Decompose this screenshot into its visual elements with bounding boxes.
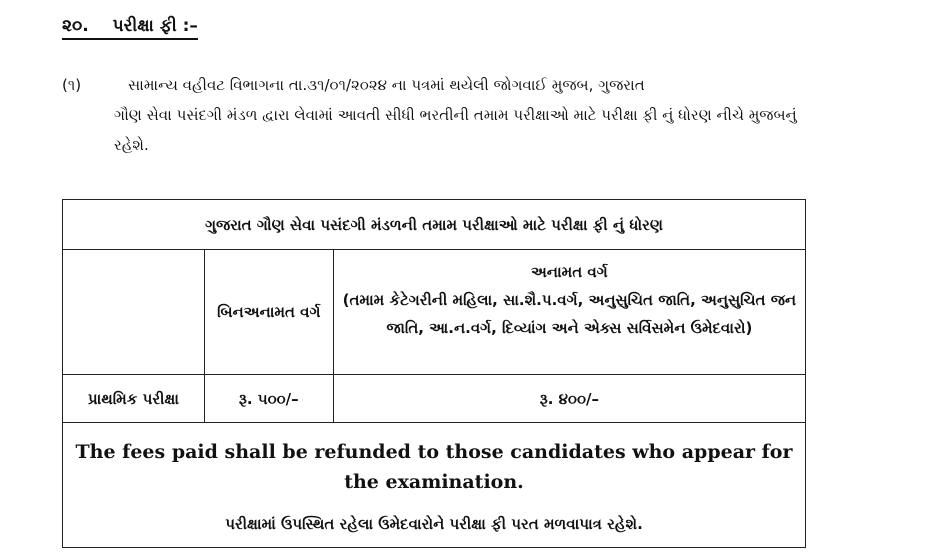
fee-reserved: રૂ. ૪૦૦/– [333, 375, 805, 423]
paragraph-rest: ગૌણ સેવા પસંદગી મંડળ દ્વારા લેવામાં આવતી સીધી ભરતીની તમામ પરીક્ષાઓ માટે પરીક્ષા ફી નું ધોરણ નીચે મુજબનું રહેશે. [114, 106, 797, 154]
header-unreserved: બિનઅનામત વર્ગ [204, 250, 333, 375]
section-title: પરીક્ષા ફી :– [112, 16, 198, 36]
header-reserved [333, 250, 805, 375]
section-number: ૨૦. [62, 16, 89, 36]
paragraph-1 [62, 70, 822, 160]
refund-note-cell [63, 423, 806, 548]
paragraph-body [114, 70, 822, 160]
fee-unreserved: રૂ. ૫૦૦/– [204, 375, 333, 423]
row-label-preliminary: પ્રાથમિક પરીક્ષા [63, 375, 205, 423]
refund-note-gujarati: પરીક્ષામાં ઉપસ્થિત રહેલા ઉમેદવારોને પરીક્ષા ફી પરત મળવાપાત્ર રહેશે. [225, 515, 643, 533]
paragraph-marker: (૧) [62, 76, 82, 94]
fee-table-title: ગુજરાત ગૌણ સેવા પસંદગી મંડળની તમામ પરીક્ષાઓ માટે પરીક્ષા ફી નું ધોરણ [63, 200, 806, 250]
section-heading [62, 16, 198, 40]
fee-table [62, 199, 806, 548]
header-empty-cell [63, 250, 205, 375]
header-reserved-title: અનામત વર્ગ [530, 263, 608, 281]
header-reserved-detail: (તમામ કેટેગરીની મહિલા, સા.શૈ.પ.વર્ગ, અનુસુચિત જાતિ, અનુસુચિત જન જાતિ, આ.ન.વર્ગ, દિવ્યાંગ અને એક્સ સર્વિસમેન ઉમેદવારો) [342, 291, 797, 337]
refund-note-english: The fees paid shall be refunded to those candidates who appear for the examination. [75, 441, 793, 493]
paragraph-line-1: સામાન્ય વહીવટ વિભાગના તા.૩૧/૦૧/૨૦૨૪ ના પત્રમાં થયેલી જોગવાઈ મુજબ, ગુજરાત [128, 76, 645, 94]
